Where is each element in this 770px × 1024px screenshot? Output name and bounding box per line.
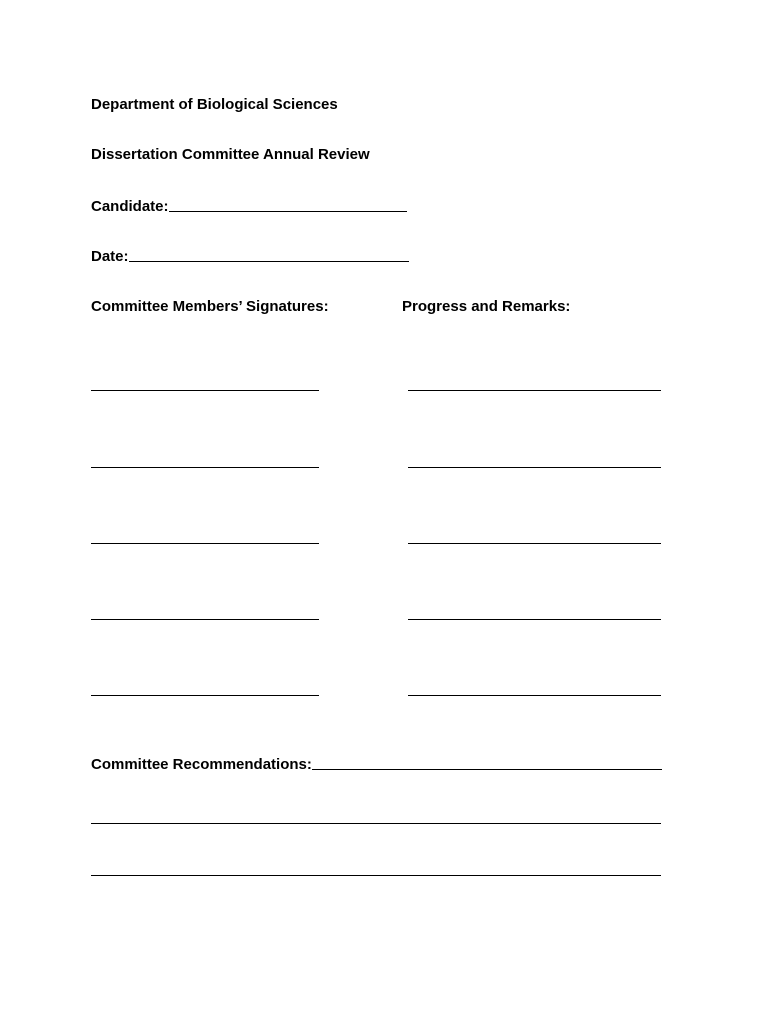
remarks-line-2[interactable] <box>408 467 661 468</box>
signature-line-1[interactable] <box>91 390 319 391</box>
recommendations-line-2[interactable] <box>91 823 661 824</box>
recommendations-label: Committee Recommendations: <box>91 756 312 773</box>
recommendations-row <box>91 756 662 774</box>
remarks-line-5[interactable] <box>408 695 661 696</box>
department-label: Department of Biological Sciences <box>91 96 338 113</box>
date-row <box>91 248 409 266</box>
form-title-label: Dissertation Committee Annual Review <box>91 146 370 163</box>
signature-line-4[interactable] <box>91 619 319 620</box>
signature-line-2[interactable] <box>91 467 319 468</box>
remarks-line-3[interactable] <box>408 543 661 544</box>
candidate-row <box>91 198 407 216</box>
remarks-heading-label: Progress and Remarks: <box>402 298 571 315</box>
remarks-line-1[interactable] <box>408 390 661 391</box>
department-heading <box>91 96 338 114</box>
candidate-label: Candidate: <box>91 198 169 215</box>
date-field[interactable] <box>129 261 409 262</box>
form-title <box>91 146 370 164</box>
recommendations-line-3[interactable] <box>91 875 661 876</box>
remarks-heading <box>402 298 570 316</box>
signatures-heading <box>91 298 329 316</box>
remarks-line-4[interactable] <box>408 619 661 620</box>
candidate-field[interactable] <box>169 211 407 212</box>
signatures-heading-label: Committee Members’ Signatures: <box>91 298 329 315</box>
signature-line-3[interactable] <box>91 543 319 544</box>
date-label: Date: <box>91 248 129 265</box>
recommendations-field[interactable] <box>312 769 662 770</box>
signature-line-5[interactable] <box>91 695 319 696</box>
